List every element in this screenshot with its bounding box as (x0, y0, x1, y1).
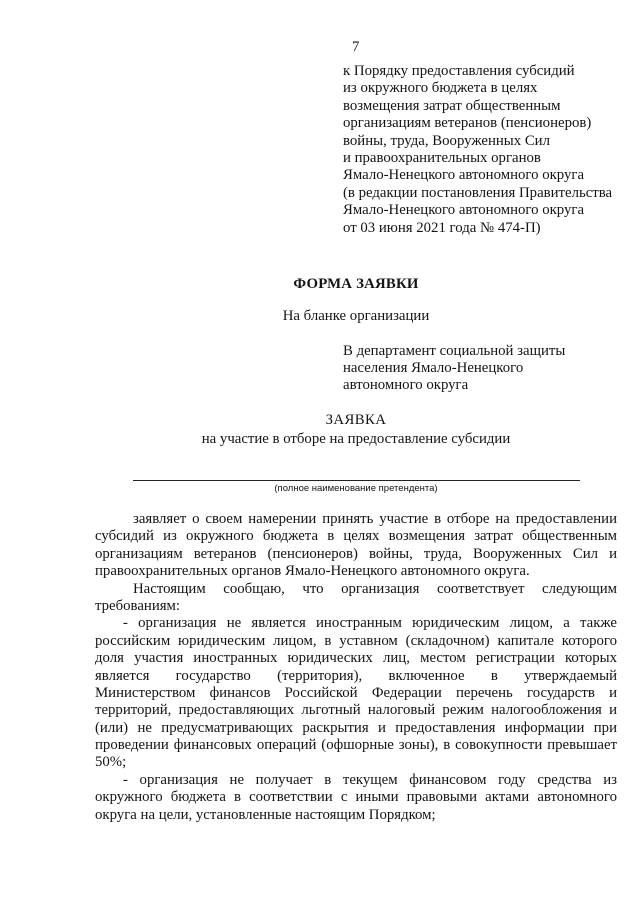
appendix-header-line: возмещения затрат общественным (343, 97, 561, 114)
applicant-name-caption: (полное наименование претендента) (274, 483, 438, 494)
addressee-line: В департамент социальной защиты (343, 343, 566, 359)
letterhead-note: На бланке организации (282, 308, 430, 324)
appendix-header-line: от 03 июня 2021 года № 474-П) (343, 219, 541, 236)
appendix-header (343, 63, 623, 237)
body-text-line: территорий, предоставляющих льготный налоговый режим налогообложения и (95, 702, 617, 719)
body-text-line: 50%; (95, 754, 127, 771)
body-text-line: российским юридическим лицом, в уставном (складочном) капитале которого (95, 632, 617, 649)
appendix-header-line: Ямало-Ненецкого автономного округа (343, 167, 585, 184)
appendix-header-line: к Порядку предоставления субсидий (343, 63, 575, 79)
appendix-header-line: организациям ветеранов (пенсионеров) (343, 115, 592, 132)
body-text-line: округа на цели, установленные настоящим Порядком; (95, 806, 436, 823)
body-text-line: доля участия иностранных юридических лиц, местом регистрации которых (95, 650, 617, 667)
addressee-line: автономного округа (343, 377, 469, 394)
appendix-header-line: (в редакции постановления Правительства (343, 184, 613, 201)
body-text-line: - организация не является иностранным юридическим лицом, а также (123, 615, 617, 632)
requirement-no-other-funding (95, 772, 617, 824)
body-text-line: проведении финансовых операций (офшорные зоны), в совокупности превышает (95, 737, 617, 754)
body-text-line: организациям ветеранов (пенсионеров) войны, труда, Вооруженных Сил и (95, 545, 617, 562)
paragraph-compliance-intro (95, 581, 617, 616)
body-text-line: субсидий из окружного бюджета в целях возмещения затрат общественным (95, 528, 617, 545)
body-text-line: Министерством финансов Российской Федерации перечень государств и (95, 684, 617, 701)
body-text-line: - организация не получает в текущем финансовом году средства из (123, 771, 617, 788)
application-title: ЗАЯВКА (325, 412, 387, 428)
body-text-line: окружного бюджета в соответствии с иными правовыми актами автономного (95, 789, 617, 806)
application-body (95, 511, 617, 824)
appendix-header-line: войны, труда, Вооруженных Сил (343, 132, 550, 149)
applicant-name-line (133, 480, 580, 481)
body-text-line: требованиям: (95, 597, 181, 614)
form-title: ФОРМА ЗАЯВКИ (293, 276, 419, 292)
appendix-header-line: из окружного бюджета в целях (343, 80, 538, 97)
appendix-header-line: Ямало-Ненецкого автономного округа (343, 202, 585, 219)
requirement-no-foreign-capital (95, 615, 617, 772)
page-number: 7 (352, 39, 360, 55)
paragraph-intent (95, 511, 617, 581)
body-text-line: (или) не предусматривающих раскрытия и предоставления информации при (95, 719, 617, 736)
body-text-line: правоохранительных органов Ямало-Ненецкого автономного округа. (95, 563, 530, 580)
addressee-line: населения Ямало-Ненецкого (343, 360, 524, 377)
addressee-block (343, 343, 623, 395)
body-text-line: заявляет о своем намерении принять участие в отборе на предоставлении (133, 511, 617, 527)
application-subtitle: на участие в отборе на предоставление субсидии (201, 431, 511, 447)
body-text-line: является государство (территория), включенное в утверждаемый (95, 667, 617, 684)
body-text-line: Настоящим сообщаю, что организация соответствует следующим (133, 580, 617, 597)
appendix-header-line: и правоохранительных органов (343, 149, 541, 166)
